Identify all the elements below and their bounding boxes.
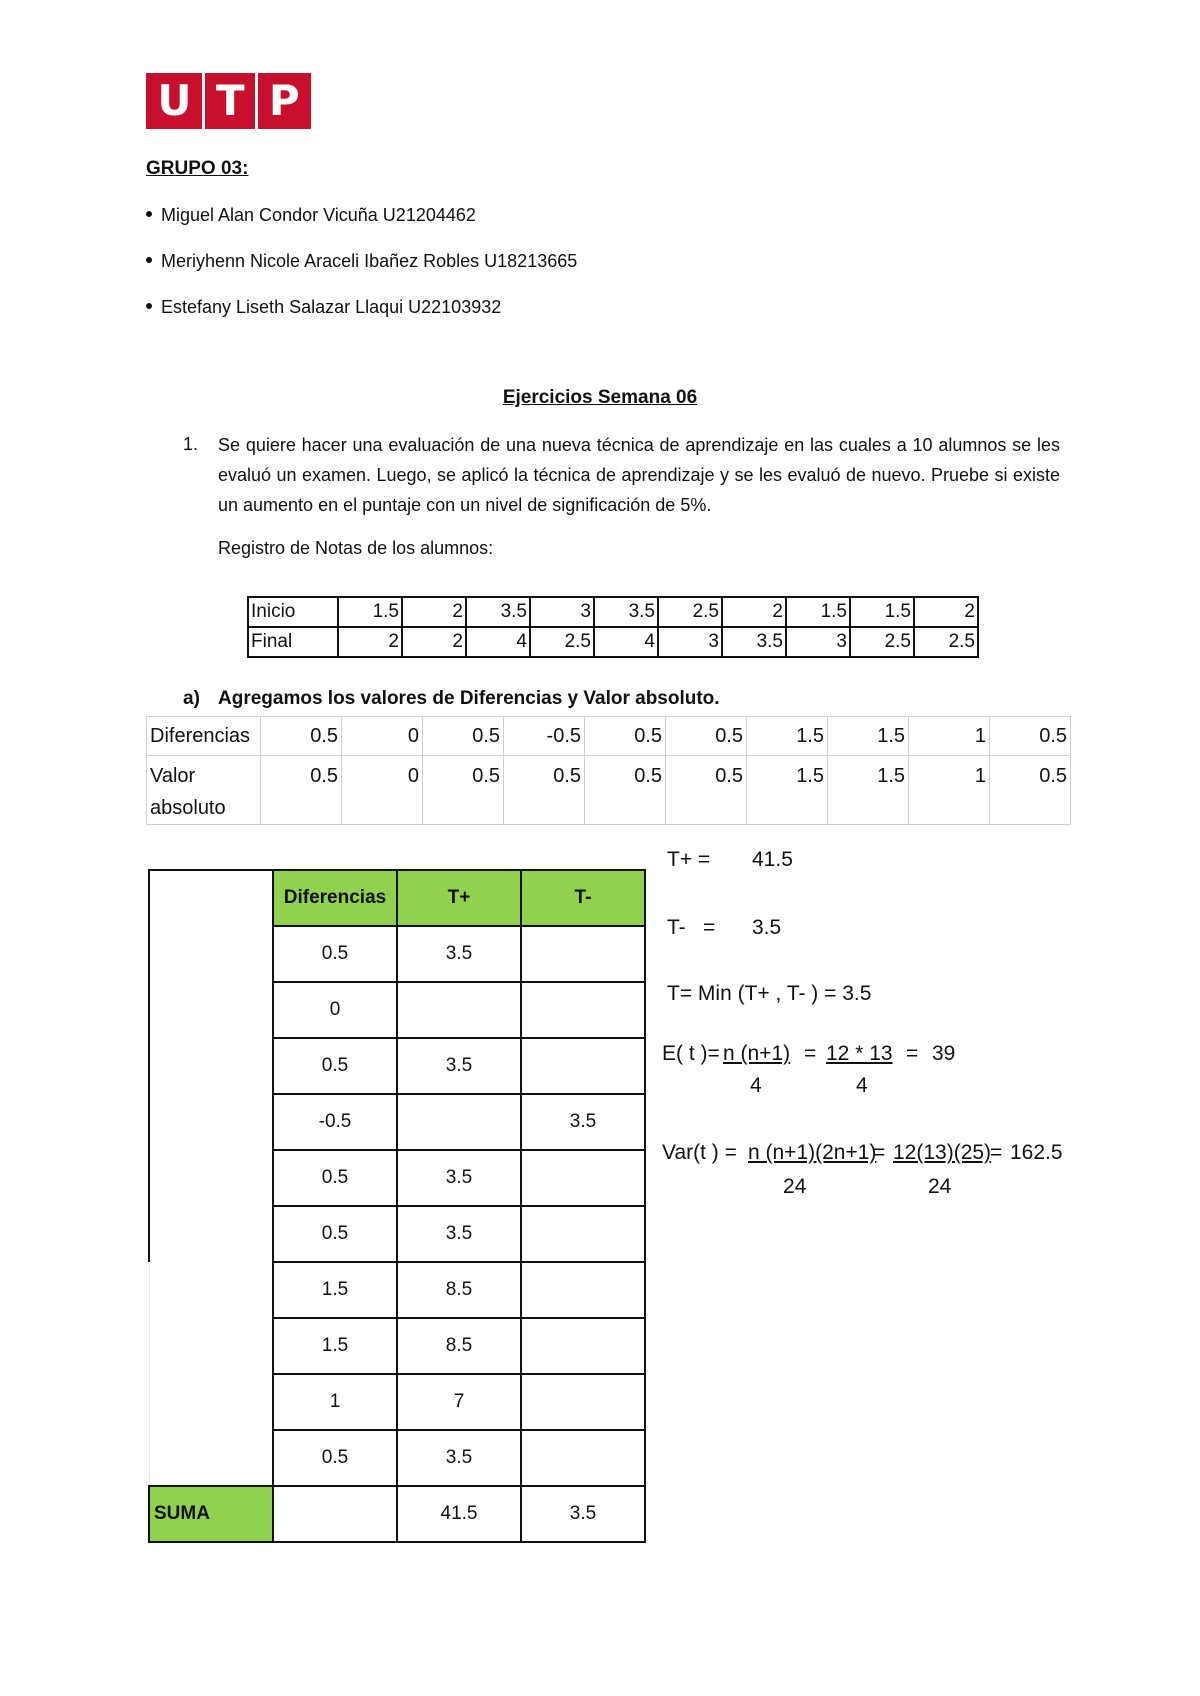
table-cell: 2.5 [850, 627, 914, 657]
table-row [147, 717, 1071, 756]
table-cell [149, 1374, 273, 1430]
expectation-denominator: 4 [750, 1074, 762, 1097]
table-cell: 0 [342, 756, 423, 825]
table-cell: 3.5 [397, 1206, 521, 1262]
table-cell: 3.5 [466, 597, 530, 627]
table-cell: 3.5 [397, 1430, 521, 1486]
table-cell: 2.5 [658, 597, 722, 627]
equals-sign: = [990, 1141, 1003, 1164]
table-cell [521, 1318, 645, 1374]
table-cell: 0.5 [423, 756, 504, 825]
t-min-formula: T= Min (T+ , T- ) = 3.5 [667, 982, 872, 1005]
equals-sign: = [906, 1042, 919, 1065]
table-cell: 0.5 [273, 1038, 397, 1094]
table-cell [397, 1094, 521, 1150]
logo-letter-p: P [268, 76, 300, 125]
table-cell: -0.5 [273, 1094, 397, 1150]
question-text: Se quiere hacer una evaluación de una nueva técnica de aprendizaje en las cuales a 10 alumnos se les evaluó un examen. Luego, se aplicó la técnica de aprendizaje y se les evaluó de nuevo. Pruebe si existe un aumento en el puntaje con un nivel de significación de 5%. [218, 435, 1060, 515]
table-row [149, 1318, 645, 1374]
table-cell: 1 [273, 1374, 397, 1430]
table-cell [149, 870, 273, 926]
table-cell [149, 1150, 273, 1206]
table-cell [149, 1038, 273, 1094]
table-cell: 3.5 [397, 1150, 521, 1206]
expectation-label: E( t )= [662, 1042, 720, 1065]
table-cell: 7 [397, 1374, 521, 1430]
variance-result: 162.5 [1010, 1141, 1063, 1164]
row-label: Inicio [248, 597, 338, 627]
part-a-heading [183, 688, 720, 710]
variance-numerator-values: 12(13)(25) [893, 1141, 992, 1164]
table-row [149, 1150, 645, 1206]
suma-label: SUMA [149, 1486, 273, 1542]
table-cell: 3 [658, 627, 722, 657]
table-cell: 0.5 [261, 717, 342, 756]
table-cell: 1.5 [747, 756, 828, 825]
table-cell [149, 982, 273, 1038]
expectation-result: 39 [932, 1042, 956, 1065]
member-name: Estefany Liseth Salazar Llaqui U22103932 [161, 297, 502, 317]
table-cell: 1.5 [828, 756, 909, 825]
table-cell: 4 [466, 627, 530, 657]
table-cell [521, 1374, 645, 1430]
t-plus-label: T+ = [667, 848, 711, 871]
table-cell: 3.5 [594, 597, 658, 627]
variance-label: Var(t ) = [662, 1141, 737, 1164]
table-cell: 0.5 [585, 717, 666, 756]
variance-numerator: n (n+1)(2n+1) [748, 1141, 877, 1164]
table-cell: 3.5 [397, 1038, 521, 1094]
table-cell: 0.5 [273, 1430, 397, 1486]
diferencias-table [146, 716, 1071, 825]
logo-divider [255, 73, 258, 129]
table-row [248, 597, 978, 627]
table-cell: 0.5 [666, 756, 747, 825]
table-cell: 0.5 [261, 756, 342, 825]
table-cell: 3.5 [521, 1094, 645, 1150]
member-name: Miguel Alan Condor Vicuña U21204462 [161, 205, 476, 225]
table-row [147, 756, 1071, 825]
variance-denominator: 24 [783, 1175, 807, 1198]
table-cell [521, 1038, 645, 1094]
t-minus-equals: = [703, 916, 716, 939]
equals-sign: = [873, 1141, 886, 1164]
table-cell: 2 [402, 627, 466, 657]
table-suma-row [149, 1486, 645, 1542]
logo-letter-u: U [157, 76, 192, 125]
table-cell: 3.5 [722, 627, 786, 657]
member-item [146, 205, 476, 226]
expectation-denominator-values: 4 [856, 1074, 868, 1097]
table-cell: 8.5 [397, 1318, 521, 1374]
part-a-letter: a) [183, 688, 200, 709]
table-row [149, 926, 645, 982]
row-label: Diferencias [147, 717, 261, 756]
table-cell [521, 982, 645, 1038]
table-row [149, 1038, 645, 1094]
table-cell: 3 [530, 597, 594, 627]
group-heading: GRUPO 03: [146, 158, 249, 179]
table-cell: 2.5 [530, 627, 594, 657]
table-row [248, 627, 978, 657]
table-cell: 1.5 [273, 1262, 397, 1318]
wilcoxon-table [148, 869, 646, 1543]
t-plus-value: 41.5 [752, 848, 793, 871]
table-cell: 0.5 [990, 756, 1071, 825]
member-name: Meriyhenn Nicole Araceli Ibañez Robles U18213665 [161, 251, 578, 271]
table-row [149, 1094, 645, 1150]
document-title: Ejercicios Semana 06 [502, 387, 698, 408]
table-cell: 2 [722, 597, 786, 627]
expectation-numerator: n (n+1) [723, 1042, 791, 1065]
table-cell: 0.5 [666, 717, 747, 756]
table-cell [149, 1318, 273, 1374]
t-minus-label: T- [667, 916, 686, 939]
notas-table [247, 596, 979, 658]
table-cell [149, 1430, 273, 1486]
table-cell [521, 1206, 645, 1262]
table-cell: 1.5 [747, 717, 828, 756]
table-cell: 1.5 [338, 597, 402, 627]
table-cell: 0.5 [990, 717, 1071, 756]
table-cell: 0 [273, 982, 397, 1038]
table-cell: 0.5 [273, 926, 397, 982]
table-cell: 1.5 [786, 597, 850, 627]
table-cell [397, 982, 521, 1038]
table-cell: 1.5 [828, 717, 909, 756]
part-a-text: Agregamos los valores de Diferencias y Valor absoluto. [218, 688, 720, 709]
table-cell [521, 926, 645, 982]
table-row [149, 1262, 645, 1318]
suma-t-plus: 41.5 [397, 1486, 521, 1542]
table-cell: 4 [594, 627, 658, 657]
table-cell: 0.5 [423, 717, 504, 756]
table-row [149, 982, 645, 1038]
table-cell: 1.5 [850, 597, 914, 627]
table-cell: 3.5 [397, 926, 521, 982]
registro-label: Registro de Notas de los alumnos: [218, 538, 494, 558]
table-cell: 1.5 [273, 1318, 397, 1374]
table-cell: 8.5 [397, 1262, 521, 1318]
table-cell: -0.5 [504, 717, 585, 756]
table-cell: 1 [909, 717, 990, 756]
table-cell [149, 1262, 273, 1318]
bullet-icon [146, 303, 152, 309]
table-cell [149, 1094, 273, 1150]
table-row [149, 1206, 645, 1262]
logo-divider [202, 73, 205, 129]
table-cell: 0.5 [504, 756, 585, 825]
header-t-plus: T+ [397, 870, 521, 926]
table-cell [521, 1430, 645, 1486]
table-cell: 2 [914, 597, 978, 627]
table-cell: 0.5 [585, 756, 666, 825]
table-cell [273, 1486, 397, 1542]
table-cell: 1 [909, 756, 990, 825]
table-cell: 0.5 [273, 1206, 397, 1262]
table-cell: 2 [338, 627, 402, 657]
table-cell: 2.5 [914, 627, 978, 657]
table-row [149, 1430, 645, 1486]
table-cell [149, 1206, 273, 1262]
table-cell [149, 926, 273, 982]
table-cell [521, 1150, 645, 1206]
table-row [149, 1374, 645, 1430]
expectation-numerator-values: 12 * 13 [826, 1042, 893, 1065]
table-cell [521, 1262, 645, 1318]
utp-logo [146, 73, 311, 129]
logo-letter-t: T [215, 76, 245, 125]
table-cell: 2 [402, 597, 466, 627]
bullet-icon [146, 257, 152, 263]
header-diferencias: Diferencias [273, 870, 397, 926]
equals-sign: = [804, 1042, 817, 1065]
table-cell: 3 [786, 627, 850, 657]
variance-denominator-values: 24 [928, 1175, 952, 1198]
table-header-row [149, 870, 645, 926]
header-t-minus: T- [521, 870, 645, 926]
row-label: Valor absoluto [147, 756, 261, 825]
member-item [146, 251, 577, 272]
row-label: Final [248, 627, 338, 657]
question-number: 1. [183, 434, 199, 454]
table-cell: 0 [342, 717, 423, 756]
suma-t-minus: 3.5 [521, 1486, 645, 1542]
table-cell: 0.5 [273, 1150, 397, 1206]
bullet-icon [146, 211, 152, 217]
member-item [146, 297, 501, 318]
t-minus-value: 3.5 [752, 916, 782, 939]
